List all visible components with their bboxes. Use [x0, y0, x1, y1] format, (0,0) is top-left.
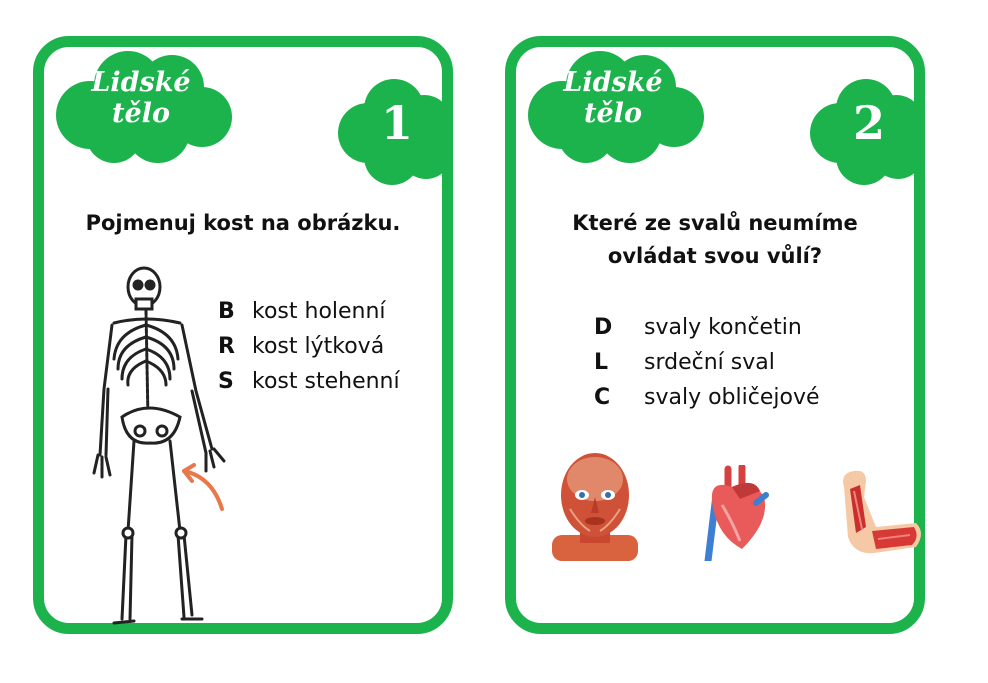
- card-number: 2: [852, 96, 885, 150]
- question-line-1: Pojmenuj kost na obrázku.: [85, 211, 401, 235]
- answer-letter: S: [218, 369, 234, 394]
- answer-letter: C: [594, 385, 611, 410]
- answer-text: kost lýtková: [252, 334, 385, 359]
- topic-line-1: Lidské: [563, 67, 663, 98]
- answer-letter: R: [218, 334, 235, 359]
- skeleton-icon: [88, 259, 248, 629]
- answer-letter: L: [594, 350, 609, 375]
- question-line-1: Které ze svalů neumíme: [572, 211, 858, 235]
- face-muscles-icon: [550, 449, 640, 561]
- answer-text: kost stehenní: [252, 369, 400, 394]
- arrow-icon: [172, 457, 232, 517]
- answer-option[interactable]: [594, 350, 775, 375]
- arm-muscle-icon: [836, 467, 926, 557]
- card-number: 1: [380, 96, 413, 150]
- answer-text: srdeční sval: [644, 350, 775, 375]
- topic-label: [538, 67, 688, 129]
- answer-letter: B: [218, 299, 235, 324]
- answer-text: svaly končetin: [644, 315, 802, 340]
- answer-text: svaly obličejové: [644, 385, 820, 410]
- topic-line-2: tělo: [584, 98, 642, 130]
- question-line-2: ovládat svou vůlí?: [607, 243, 823, 268]
- quiz-card-2: [505, 36, 925, 634]
- answer-option[interactable]: [594, 315, 802, 340]
- topic-line-1: Lidské: [91, 67, 191, 98]
- heart-icon: [702, 465, 772, 561]
- question: [516, 207, 914, 272]
- answer-option[interactable]: [594, 385, 820, 410]
- topic-label: [66, 67, 216, 129]
- question: [44, 207, 442, 240]
- answer-text: kost holenní: [252, 299, 386, 324]
- quiz-card-1: [33, 36, 453, 634]
- topic-line-2: tělo: [112, 98, 170, 130]
- answer-letter: D: [594, 315, 613, 340]
